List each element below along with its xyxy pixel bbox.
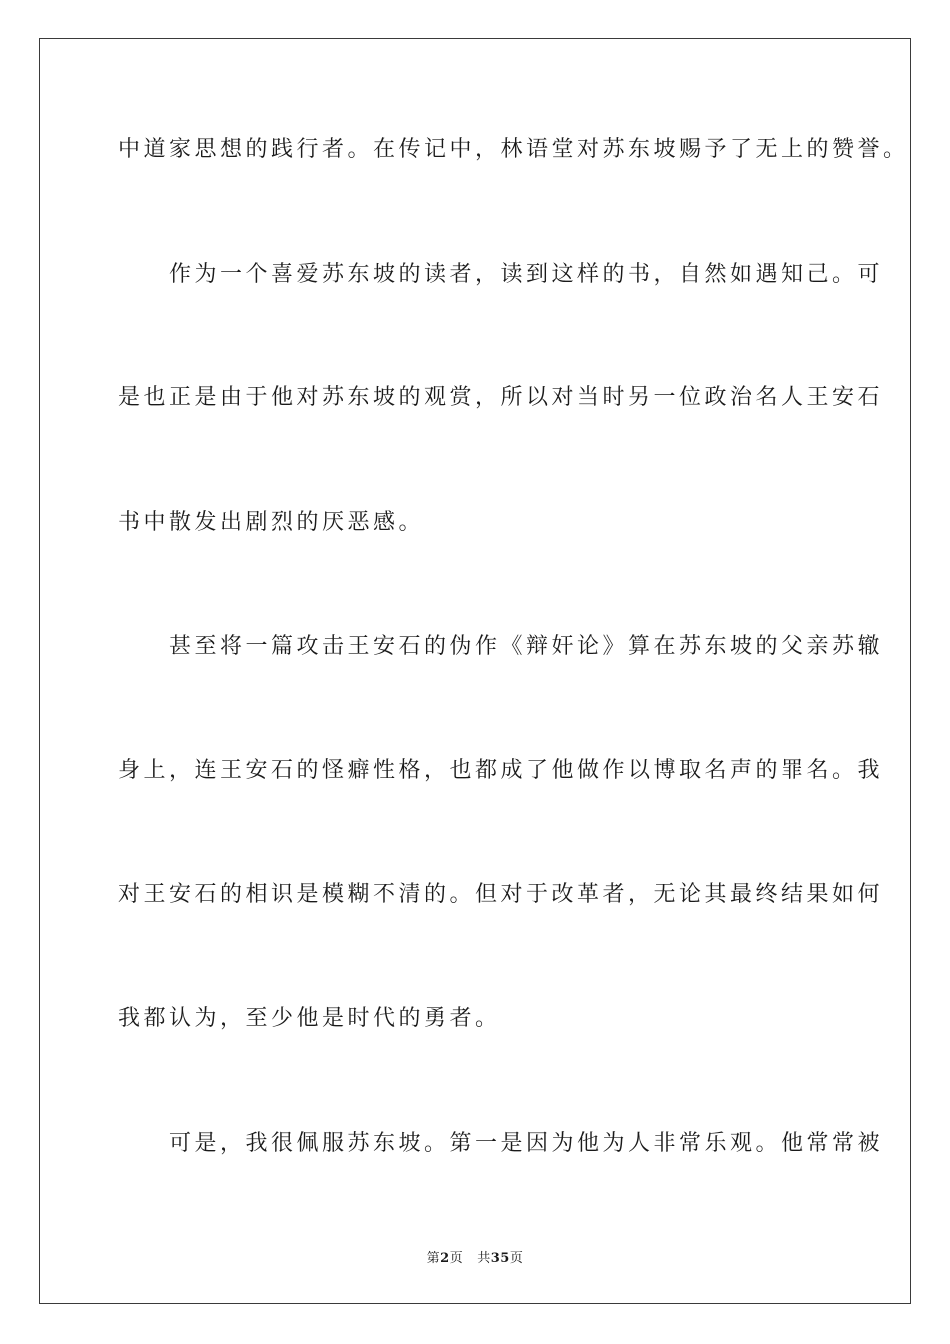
- text-line-8: 我都认为，至少他是时代的勇者。: [118, 1006, 501, 1031]
- text-line-2: 作为一个喜爱苏东坡的读者，读到这样的书，自然如遇知己。可: [118, 262, 884, 287]
- page-suffix: 页: [449, 1251, 464, 1266]
- page-prefix: 第: [426, 1251, 441, 1266]
- text-line-1: 中道家思想的践行者。在传记中，林语堂对苏东坡赐予了无上的赞誉。: [118, 137, 909, 162]
- total-pages: 35: [490, 1251, 510, 1266]
- text-line-9: 可是，我很佩服苏东坡。第一是因为他为人非常乐观。他常常被: [118, 1131, 884, 1156]
- page-number: 2: [440, 1251, 450, 1266]
- total-suffix: 页: [509, 1251, 524, 1266]
- page-footer: [0, 1247, 950, 1266]
- text-line-3: 是也正是由于他对苏东坡的观赏，所以对当时另一位政治名人王安石: [118, 385, 884, 410]
- text-line-5: 甚至将一篇攻击王安石的伪作《辩奸论》算在苏东坡的父亲苏辙: [118, 634, 884, 659]
- page-border: [39, 38, 911, 1304]
- text-line-7: 对王安石的相识是模糊不清的。但对于改革者，无论其最终结果如何: [118, 882, 884, 907]
- total-prefix: 共: [477, 1251, 491, 1266]
- text-line-6: 身上，连王安石的怪癖性格，也都成了他做作以博取名声的罪名。我: [118, 758, 884, 783]
- text-line-4: 书中散发出剧烈的厌恶感。: [118, 510, 425, 535]
